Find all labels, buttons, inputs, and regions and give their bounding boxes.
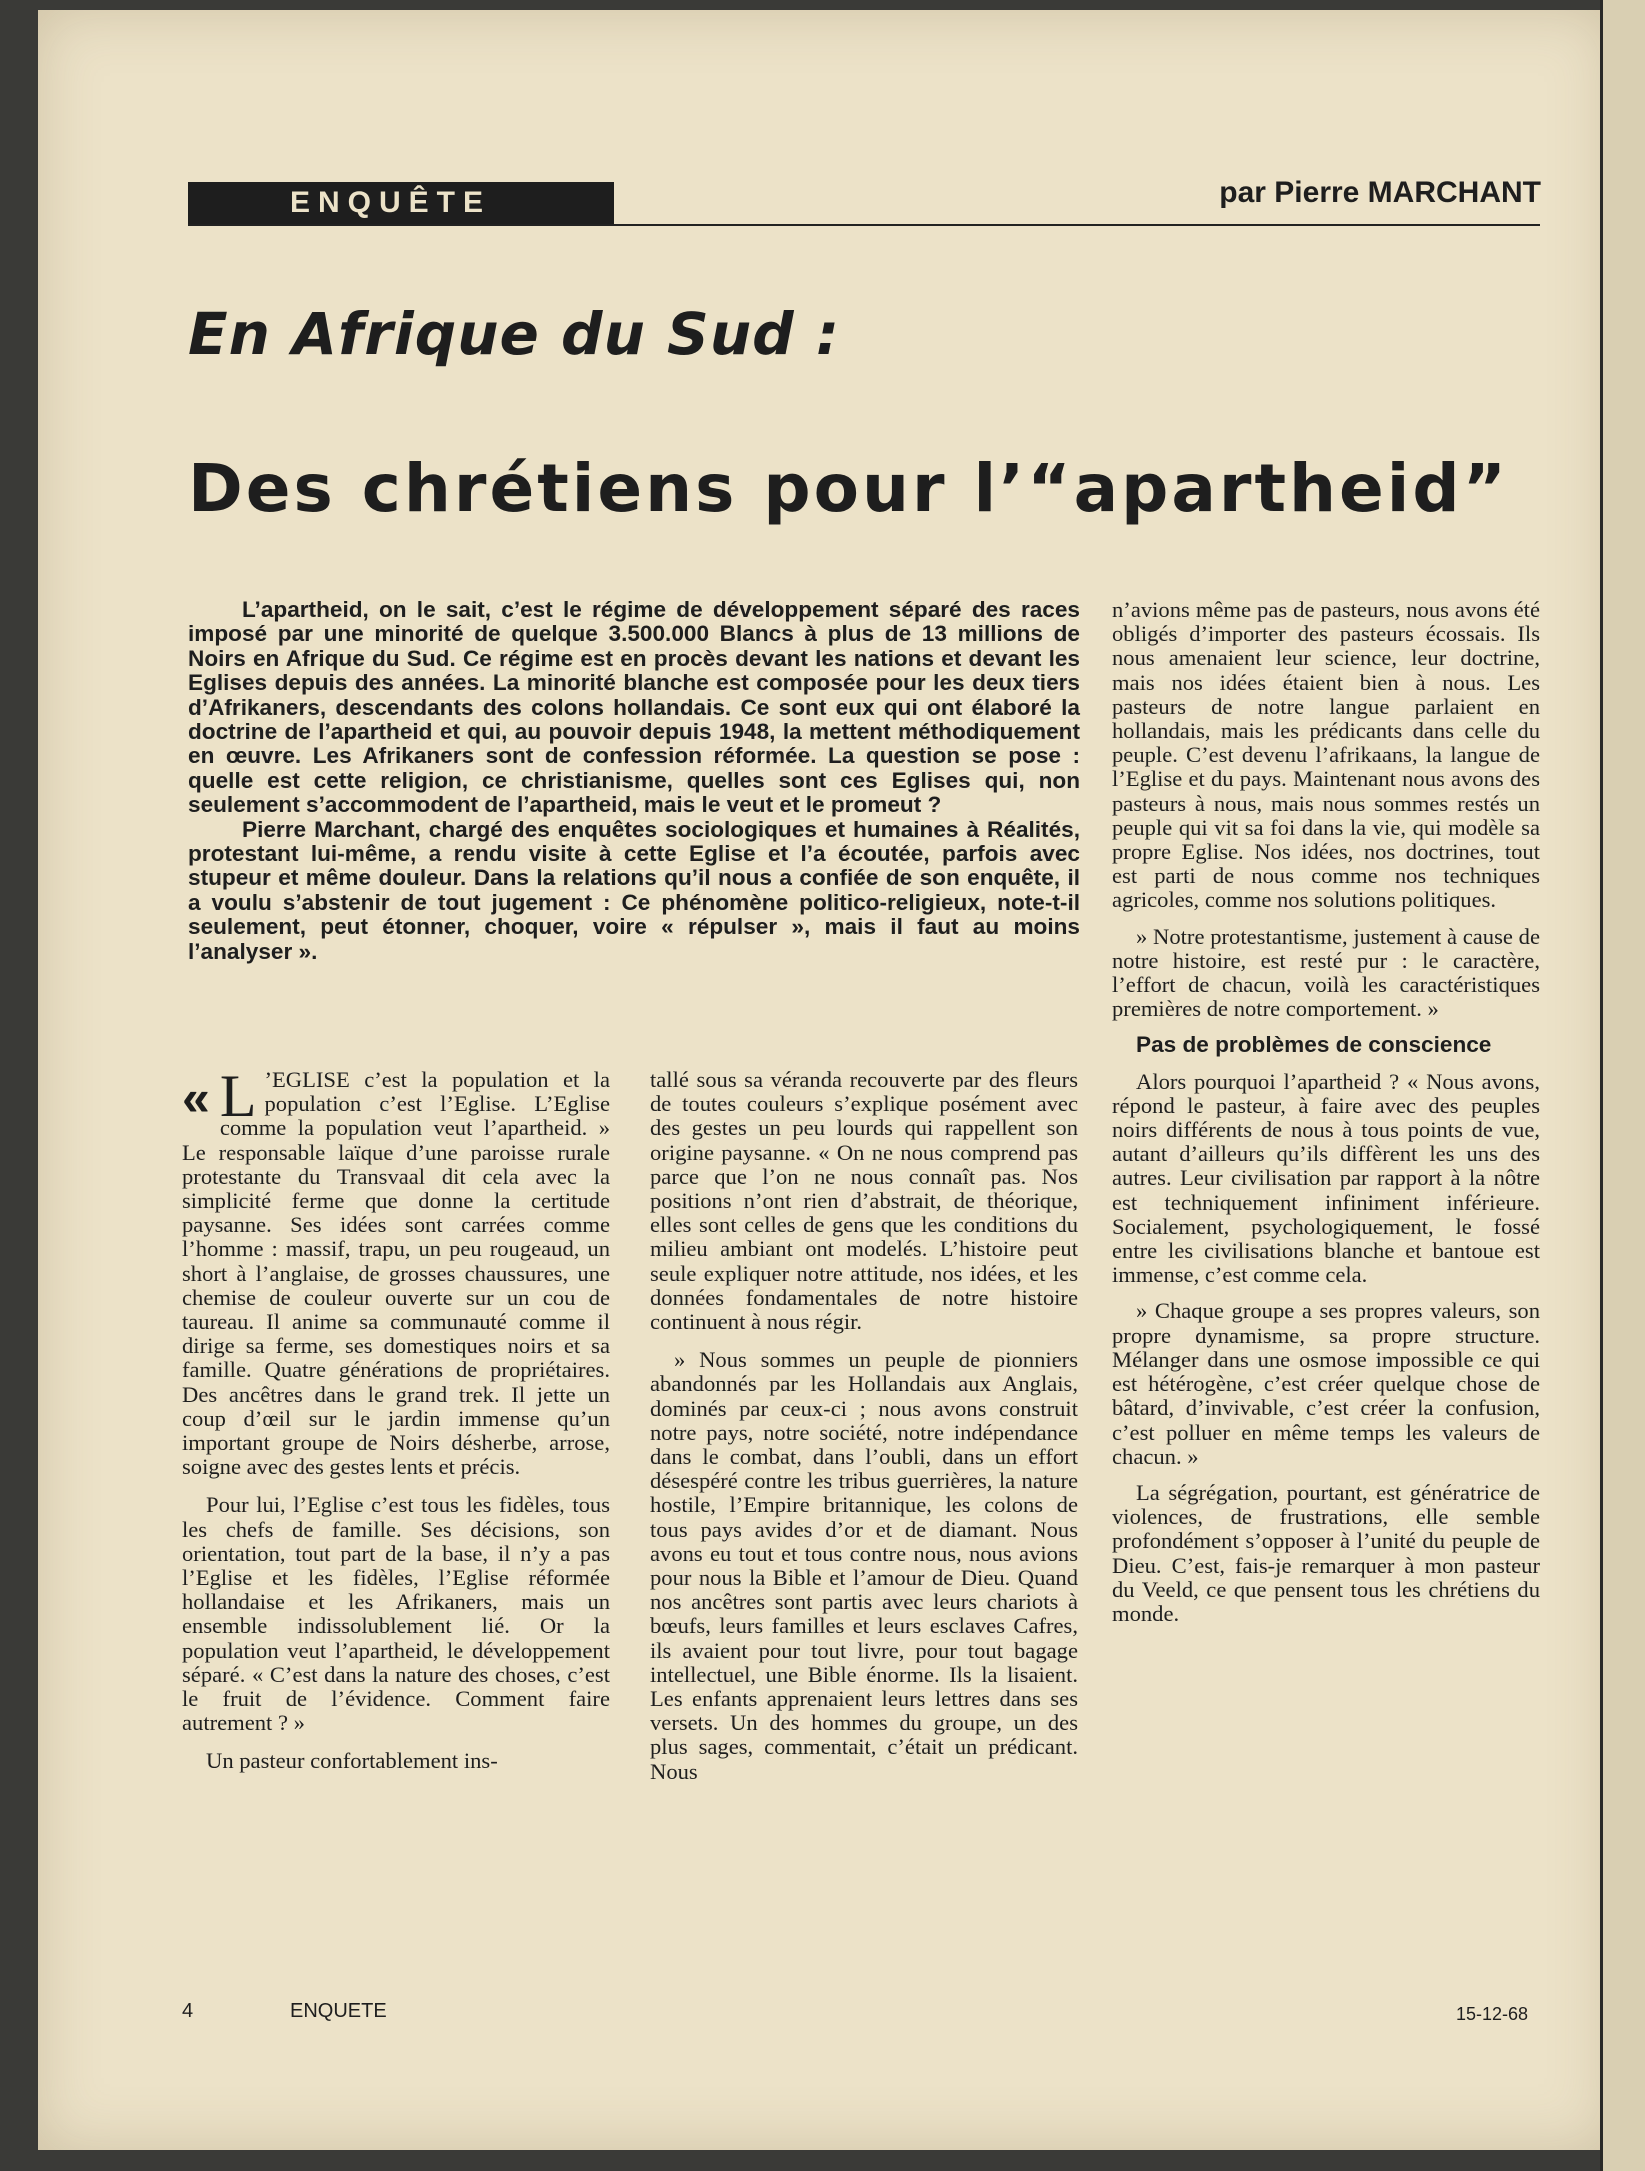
section-tag: ENQUÊTE [188,182,614,224]
kicker-title: En Afrique du Sud : [188,300,841,368]
article-paragraph: Alors pourquoi l’apartheid ? « Nous avons, répond le pasteur, à faire avec des peuples noirs différents de nous à tous points de vue, autant d’ailleurs qu’ils diffèrent les uns des autres. Leur civilisation par rapport à la nôtre est techniquement infiniment inférieure. Socialement, psychologiquement, le fossé entre les civilisations blanche et bantoue est immense, c’est comme cela. [1112,1068,1540,1288]
page-number: 4 [182,2000,194,2022]
page-title: Des chrétiens pour l’“apartheid” [188,450,1509,527]
article-paragraph: Un pasteur confortablement ins- [206,1748,498,1774]
facing-page-edge [1600,0,1645,2171]
article-column-3 [1112,598,1540,1638]
article-paragraph: » Notre protestantisme, justement à cause de notre histoire, est resté pur : le caractère, l’effort de chacun, voilà les caractéristiques premières de notre comportement. » [1112,923,1540,1022]
chapo-paragraph: L’apartheid, on le sait, c’est le régime de développement séparé des races imposé par une minorité de quelque 3.500.000 Blancs à plus de 13 millions de Noirs en Afrique du Sud. Ce régime est en procès devant les nations et devant les Eglises depuis des années. La minorité blanche est composée pour les deux tiers d’Afrikaners, descendants des colons hollandais. Ce sont eux qui ont élaboré la doctrine de l’apartheid et qui, au pouvoir depuis 1948, la mettent méthodiquement en œuvre. Les Afrikaners sont de confession réformée. La question se pose : quelle est cette religion, ce christianisme, quelles sont ces Eglises qui, non seulement s’accommodent de l’apartheid, mais le veut et le promeut ? [188,597,1080,818]
article-column-1 [182,1063,610,1788]
subheading: Pas de problèmes de conscience [1136,1032,1492,1058]
footer-section: ENQUETE [290,2000,387,2022]
chapo-paragraph: Pierre Marchant, chargé des enquêtes sociologiques et humaines à Réalités, protestant lui-même, a rendu visite à cette Eglise et l’a écoutée, parfois avec stupeur et même douleur. Dans la relations qu’il nous a confiée de son enquête, il a voulu s’abstenir de tout jugement : Ce phénomène politico-religieux, note-t-il seulement, peut étonner, choquer, voire « répulser », mais il faut au moins l’analyser ». [188,816,1080,964]
issue-date: 15-12-68 [1456,2004,1529,2024]
dropcap-quote: « [182,1070,210,1126]
article-paragraph: n’avions même pas de pasteurs, nous avons été obligés d’importer des pasteurs écossais. Ils nous amenaient leur science, leur doctrine, mais nos idées étaient bien à nous. Les pasteurs de notre langue parlaient en hollandais, mais les prédicants dans celle du peuple. C’est devenu l’afrikaans, la langue de l’Eglise et du pays. Maintenant nous avons des pasteurs à nous, mais nous sommes restés un peuple qui vit sa foi dans la vie, qui modèle sa propre Eglise. Nos idées, nos doctrines, tout est parti de nous comme nos techniques agricoles, comme nos solutions politiques. [1112,597,1540,913]
article-paragraph: tallé sous sa véranda recouverte par des fleurs de toutes couleurs s’explique posément avec des gestes un peu lourds qui rappellent son origine paysanne. « On ne nous comprend pas parce que l’on ne nous connaît pas. Nos positions n’ont rien d’abstrait, de théorique, elles sont celles de gens que les conditions du milieu ambiant ont modelés. L’histoire peut seule expliquer notre attitude, nos idées, et les données fondamentales de notre histoire continuent à nous régir. [650,1067,1078,1335]
article-column-2 [650,1068,1078,1798]
paragraph-text: ’EGLISE c’est la population et la population c’est l’Eglise. L’Eglise comme la population veut l’apartheid. » Le responsable laïque d’une paroisse rurale protestante du Transvaal dit cela avec la simplicité ferme que donne la certitude paysanne. Ses idées sont carrées comme l’homme : massif, trapu, un peu rougeaud, un short à l’anglaise, de grosses chaussures, une chemise de couleur ouverte sur un cou de taureau. Il anime sa communauté comme il dirige sa ferme, ses domestiques noirs et sa famille. Quatre générations de propriétaires. Des ancêtres dans le grand trek. Il jette un coup d’œil sur le jardin immense qu’un important groupe de Noirs désherbe, arrose, soigne avec des gestes lents et précis. [182,1067,610,1480]
article-paragraph [182,1063,610,1480]
header-rule [188,224,1540,226]
article-paragraph: » Nous sommes un peuple de pionniers abandonnés par les Hollandais aux Anglais, dominés par ceux-ci ; nous avons construit notre pays, notre société, notre indépendance dans le combat, dans l’oubli, dans un effort désespéré contre les tribus guerrières, la nature hostile, l’Empire britannique, les colons de tous pays avides d’or et de diamant. Nous avons eu tout et tous contre nous, nous avions pour nous la Bible et l’amour de Dieu. Quand nos ancêtres sont partis avec leurs chariots à bœufs, leurs familles et leurs esclaves Cafres, ils avaient pour tout livre, pour tout bagage intellectuel, une Bible énorme. Ils la lisaient. Les enfants apprenaient leurs lettres dans ses versets. Un des hommes du groupe, un des plus sages, commentait, c’était un prédicant. Nous [650,1347,1078,1784]
article-paragraph: La ségrégation, pourtant, est génératrice de violences, de frustrations, elle semble profondément s’opposer à l’unité du peuple de Dieu. C’est, fais-je remarquer à mon pasteur du Veeld, ce que pensent tous les chrétiens du monde. [1112,1479,1540,1626]
article-paragraph: Pour lui, l’Eglise c’est tous les fidèles, tous les chefs de famille. Ses décisions, son orientation, tout part de la base, il n’y a pas l’Eglise et les fidèles, l’Eglise réformée hollandaise et les Afrikaners, mais un ensemble indissolublement lié. Or la population veut l’apartheid, le développement séparé. « C’est dans la nature des choses, c’est le fruit de l’évidence. Comment faire autrement ? » [182,1492,610,1736]
dropcap-letter: L [219,1063,257,1129]
byline: par Pierre MARCHANT [1219,176,1541,209]
article-paragraph: » Chaque groupe a ses propres valeurs, son propre dynamisme, sa propre structure. Mélanger dans une osmose impossible ce qui est hétérogène, c’est créer quelque chose de bâtard, d’invivable, c’est créer la confusion, c’est polluer en même temps les valeurs de chacun. » [1112,1298,1540,1469]
chapo-intro [188,598,1080,964]
